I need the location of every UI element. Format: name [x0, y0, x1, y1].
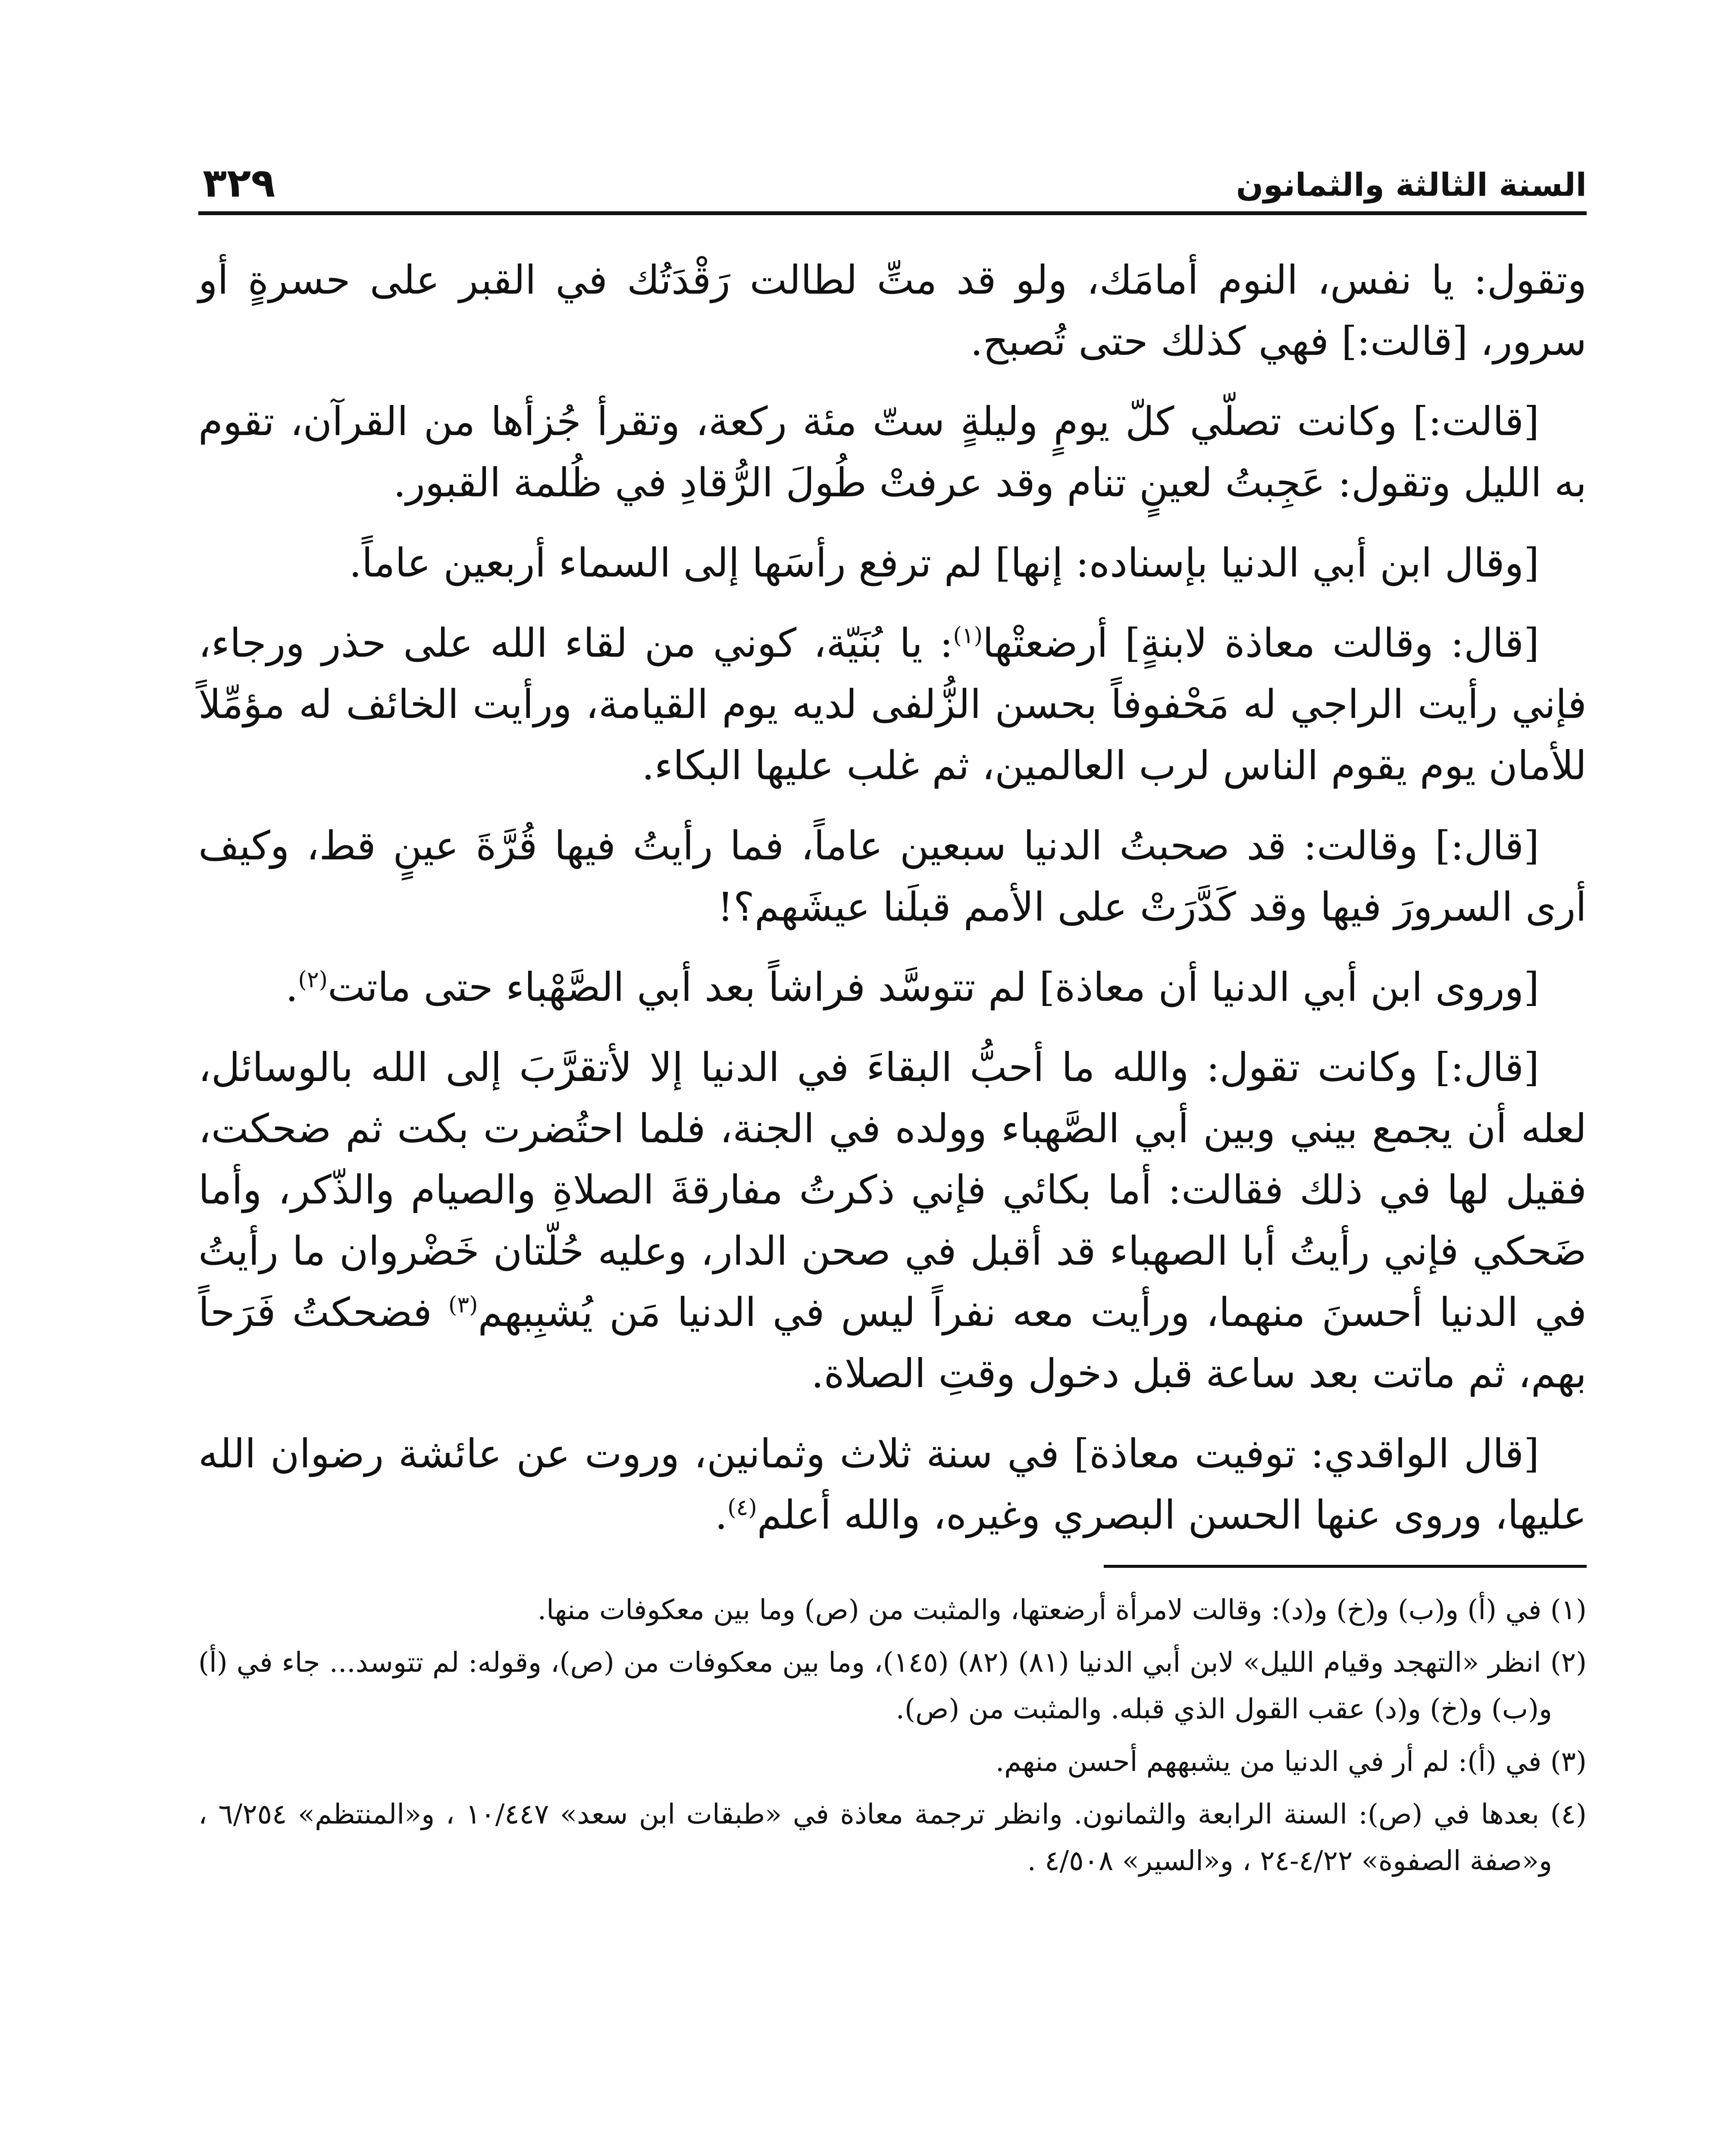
paragraph-2-text: [قالت:] وكانت تصلّي كلّ يومٍ وليلةٍ ستّ مئة ركعة، وتقرأ جُزأها من القرآن، تقوم به الليل وتقول: عَجِبتُ لعينٍ تنام وقد عرفتْ طُولَ الرُّقادِ في ظُلمة القبور.: [198, 398, 1587, 506]
paragraph-3: [198, 533, 1587, 594]
paragraph-5: [198, 815, 1587, 938]
paragraph-4-tail: : يا بُنَيّة، كوني من لقاء الله على حذر ورجاء، فإني رأيت الراجي له مَحْفوفاً بحسن الزُّلفى لديه يوم القيامة، ورأيت الخائف له مؤمِّلاً للأمان يوم يقوم الناس لرب العالمين، ثم غلب عليها البكاء.: [198, 620, 1587, 789]
paragraph-4-text: [قال: وقالت معاذة لابنةٍ] أرضعتْها: [982, 620, 1539, 666]
footnote-1: (١) في (أ) و(ب) و(خ) و(د): وقالت لامرأة أرضعتها، والمثبت من (ص) وما بين معكوفات منها.: [537, 1594, 1587, 1626]
main-text: [198, 250, 1587, 1546]
paragraph-4: [198, 613, 1587, 796]
footnote-4: (٤) بعدها في (ص): السنة الرابعة والثمانون. وانظر ترجمة معاذة في «طبقات ابن سعد» ١٠/٤٤٧ ، و«المنتظم» ٦/٢٥٤ ، و«صفة الصفوة» ٤/٢٢-٢٤ ، و«السير» ٤/٥٠٨ .: [198, 1799, 1587, 1877]
footnote-ref-4[interactable]: (٤): [727, 1495, 757, 1521]
footnote-ref-1[interactable]: (١): [953, 623, 983, 649]
paragraph-1-text: وتقول: يا نفس، النوم أمامَك، ولو قد متِّ لطالت رَقْدَتُك في القبر على حسرةٍ أو سرور، [قالت:] فهي كذلك حتى تُصبح.: [198, 257, 1587, 364]
paragraph-7-text: [قال:] وكانت تقول: والله ما أحبُّ البقاءَ في الدنيا إلا لأتقرَّبَ إلى الله بالوسائل، لعله أن يجمع بيني وبين أبي الصَّهباء وولده في الجنة، فلما احتُضرت بكت ثم ضحكت، فقيل لها في ذلك فقالت: أما بكائي فإني ذكرتُ مفارقةَ الصلاةِ والصيام والذّكر، وأما ضَحكي فإني رأيتُ أبا الصهباء قد أقبل في صحن الدار، وعليه حُلّتان خَضْروان ما رأيتُ في الدنيا أحسنَ منهما، ورأيت معه نفراً ليس في الدنيا مَن يُشبِبهم: [198, 1044, 1587, 1335]
paragraph-7-tail: فضحكتُ فَرَحاً بهم، ثم ماتت بعد ساعة قبل دخول وقتِ الصلاة.: [198, 1289, 1587, 1397]
paragraph-5-text: [قال:] وقالت: قد صحبتُ الدنيا سبعين عاماً، فما رأيتُ فيها قُرَّةَ عينٍ قط، وكيف أرى السرورَ فيها وقد كَدَّرَتْ على الأمم قبلَنا عيشَهم؟!: [198, 823, 1587, 930]
page-header: [198, 147, 1587, 215]
paragraph-8-tail: .: [714, 1492, 728, 1538]
book-page: [198, 147, 1587, 2156]
paragraph-2: [198, 391, 1587, 514]
paragraph-8: [198, 1423, 1587, 1546]
footnote-divider: [1104, 1565, 1587, 1568]
page-number: ٣٢٩: [203, 160, 276, 206]
paragraph-7: [198, 1037, 1587, 1404]
paragraph-8-text: [قال الواقدي: توفيت معاذة] في سنة ثلاث وثمانين، وروت عن عائشة رضوان الله عليها، وروى عنها الحسن البصري وغيره، والله أعلم: [198, 1431, 1587, 1538]
footnote-ref-2[interactable]: (٢): [298, 967, 328, 993]
footnotes: [198, 1587, 1587, 1884]
footnote-ref-3[interactable]: (٣): [448, 1292, 478, 1318]
footnote-3: (٣) في (أ): لم أر في الدنيا من يشبههم أحسن منهم.: [995, 1746, 1587, 1778]
paragraph-6-text: [وروى ابن أبي الدنيا أن معاذة] لم تتوسَّد فراشاً بعد أبي الصَّهْباء حتى ماتت: [327, 964, 1539, 1010]
running-title: السنة الثالثة والثمانون: [1236, 166, 1587, 204]
paragraph-1: [198, 250, 1587, 372]
paragraph-3-text: [وقال ابن أبي الدنيا بإسناده: إنها] لم ترفع رأسَها إلى السماء أربعين عاماً.: [349, 540, 1539, 586]
paragraph-6: [198, 957, 1587, 1018]
footnote-2: (٢) انظر «التهجد وقيام الليل» لابن أبي الدنيا (٨١) (٨٢) (١٤٥)، وما بين معكوفات من (ص)، وقوله: لم تتوسد... جاء في (أ) و(ب) و(خ) و(د) عقب القول الذي قبله. والمثبت من (ص).: [198, 1647, 1587, 1725]
paragraph-6-tail: .: [285, 964, 298, 1010]
